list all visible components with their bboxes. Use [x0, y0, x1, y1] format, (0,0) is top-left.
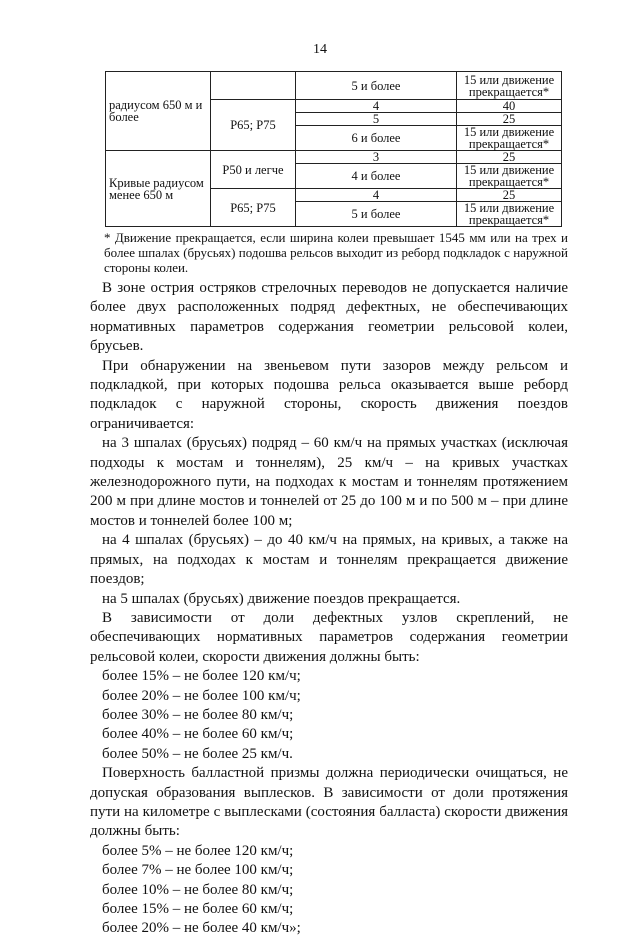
table-cell: 15 или движение прекращается* [457, 72, 562, 100]
table-cell: радиусом 650 м и более [106, 72, 211, 151]
paragraph: на 5 шпалах (брусьях) движение поездов прекращается. [102, 590, 461, 607]
table-cell: 40 [457, 100, 562, 113]
paragraph: Поверхность балластной призмы должна периодически очищаться, не допуская образования выплесков. В зависимости от доли протяжения пути на километре с выплесками (состояния балласта) скорости движения должны быть: [90, 765, 568, 840]
page-number: 14 [313, 42, 327, 57]
paragraph: В зависимости от доли дефектных узлов скреплений, не обеспечивающих нормативных параметров содержания геометрии рельсовой колеи, скорости движения должны быть: [90, 609, 568, 665]
table-cell: 25 [457, 189, 562, 202]
table-row [106, 72, 562, 100]
table-cell: 4 [296, 189, 457, 202]
list-item: более 40% – не более 60 км/ч; [102, 726, 294, 743]
table-cell: Кривые радиусом менее 650 м [106, 151, 211, 227]
table-cell: Р65; Р75 [211, 189, 296, 227]
table-cell [211, 72, 296, 100]
list-item: более 7% – не более 100 км/ч; [102, 862, 294, 879]
paragraph: При обнаружении на звеньевом пути зазоров между рельсом и подкладкой, при которых подошва рельса оказывается выше реборд подкладок с наружной стороны, скорость движения поездов ограничивается: [90, 357, 568, 432]
table-cell: 15 или движение прекращается* [457, 202, 562, 227]
table-cell: 25 [457, 151, 562, 164]
list-item: более 20% – не более 40 км/ч»; [102, 920, 301, 937]
paragraph: на 4 шпалах (брусьях) – до 40 км/ч на прямых, на кривых, а также на прямых, на подходах к мостам и тоннелям прекращается движение поездов; [90, 532, 568, 588]
table-cell: 25 [457, 113, 562, 126]
table-cell: 4 и более [296, 164, 457, 189]
table-cell: 4 [296, 100, 457, 113]
main-text [90, 279, 568, 939]
speed-norms-table [105, 71, 562, 227]
paragraph: на 3 шпалах (брусьях) подряд – 60 км/ч на прямых участках (исключая подходы к мостам и тоннелям), 25 км/ч – на кривых участках железнодорожного пути, на подходах к мостам и тоннелям протяжением 200 м при длине мостов и тоннелей от 25 до 100 м и по 500 м – при длине мостов и тоннелей более 100 м; [90, 435, 568, 529]
table-cell: 5 и более [296, 72, 457, 100]
table-row [106, 151, 562, 164]
table-footnote: * Движение прекращается, если ширина колеи превышает 1545 мм или на трех и более шпалах (брусьях) подошва рельсов выходит из реборд подкладок с наружной стороны колеи. [104, 230, 568, 275]
table-cell: Р50 и легче [211, 151, 296, 189]
list-item: более 20% – не более 100 км/ч; [102, 687, 301, 704]
list-item: более 10% – не более 80 км/ч; [102, 881, 294, 898]
table-cell: 5 [296, 113, 457, 126]
list-item: более 30% – не более 80 км/ч; [102, 706, 294, 723]
list-item: более 5% – не более 120 км/ч; [102, 842, 294, 859]
table-cell: 6 и более [296, 126, 457, 151]
list-item: более 15% – не более 120 км/ч; [102, 668, 301, 685]
table-cell: Р65; Р75 [211, 100, 296, 151]
paragraph: В зоне острия остряков стрелочных переводов не допускается наличие более двух расположенных подряд дефектных, не обеспечивающих нормативных параметров содержания геометрии рельсовой колеи, брусьев. [90, 280, 568, 355]
table-cell: 3 [296, 151, 457, 164]
table-cell: 15 или движение прекращается* [457, 164, 562, 189]
list-item: более 50% – не более 25 км/ч. [102, 745, 293, 762]
table-cell: 15 или движение прекращается* [457, 126, 562, 151]
list-item: более 15% – не более 60 км/ч; [102, 901, 294, 917]
table-cell: 5 и более [296, 202, 457, 227]
